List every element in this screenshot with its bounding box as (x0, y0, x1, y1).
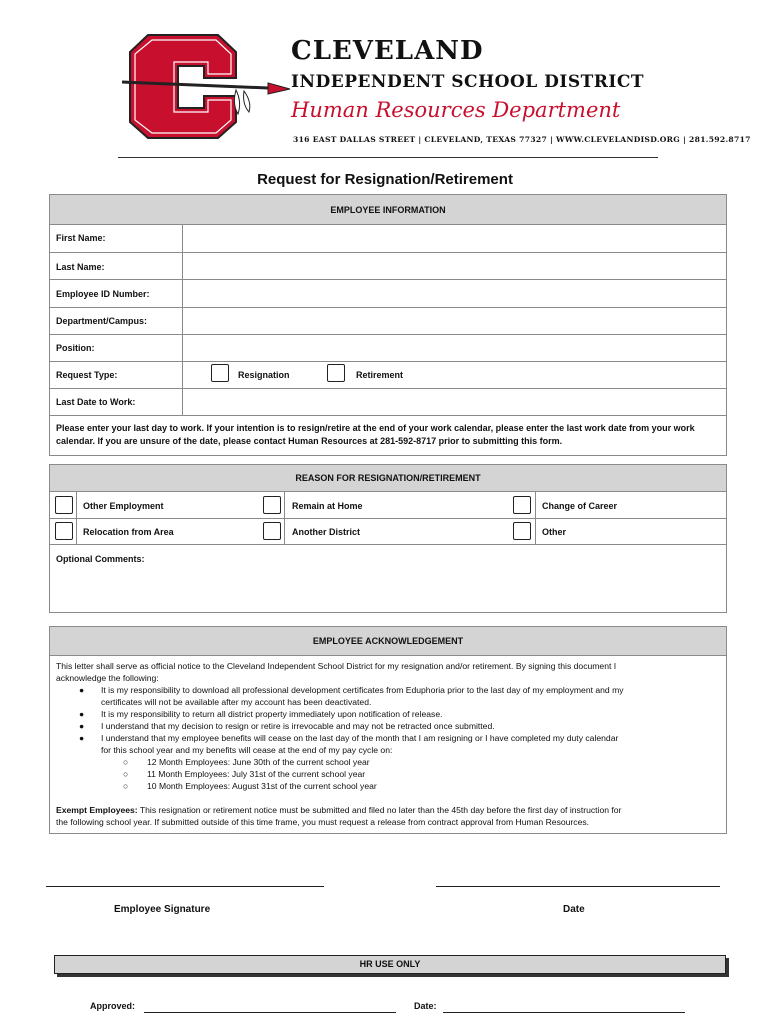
ack-bullet-4-line1: I understand that my employee benefits will cease on the last day of the month that I am resigning or I have completed my duty calendar (101, 733, 619, 743)
retirement-label: Retirement (356, 370, 404, 380)
hr-date-line[interactable] (443, 1012, 685, 1013)
ack-bullet-4-line2: for this school year and my benefits will cease at the end of my pay cycle on: (101, 745, 393, 755)
exempt-employees-line1: Exempt Employees: This resignation or retirement notice must be submitted and filed no later than the 45th day before the first day of instruction for (56, 805, 622, 815)
ack-bullet-1-line1: It is my responsibility to download all professional development certificates from Eduphoria prior to the last day of my employment and my (101, 685, 624, 695)
district-subtitle: INDEPENDENT SCHOOL DISTRICT (291, 72, 645, 92)
ack-sub-3: 10 Month Employees: August 31st of the current school year (147, 781, 377, 791)
employee-id-label: Employee ID Number: (56, 289, 150, 299)
employee-info-heading: EMPLOYEE INFORMATION (50, 195, 726, 225)
department-name: Human Resources Department (291, 98, 621, 122)
another-district-label: Another District (292, 527, 361, 537)
first-name-label: First Name: (56, 233, 106, 243)
district-address: 316 EAST DALLAS STREET | CLEVELAND, TEXAS 77327 | WWW.CLEVELANDISD.ORG | 281.592.8717 (293, 135, 751, 144)
last-date-note: Please enter your last day to work. If your intention is to resign/retire at the end of your work calendar, please enter the last work date from your work calendar. If you are unsure of the date, please contact Human Resources at 281-592-8717 prior to submitting this form. (56, 423, 695, 446)
ack-bullet-1-line2: certificates will not be available after my account has been deactivated. (101, 697, 372, 707)
other-reason-label: Other (542, 527, 567, 537)
district-logo (118, 30, 293, 145)
hr-date-label: Date: (414, 1001, 437, 1011)
position-field[interactable] (183, 335, 726, 361)
resignation-label: Resignation (238, 370, 290, 380)
other-employment-checkbox[interactable] (55, 496, 73, 514)
approved-line[interactable] (144, 1012, 396, 1013)
approved-label: Approved: (90, 1001, 135, 1011)
last-date-label: Last Date to Work: (56, 397, 136, 407)
request-type-label: Request Type: (56, 370, 118, 380)
signature-date-line[interactable] (436, 886, 720, 887)
bullet-icon: ● (79, 721, 85, 731)
exempt-employees-label: Exempt Employees: (56, 805, 138, 815)
header-divider (118, 157, 658, 158)
retirement-checkbox[interactable] (327, 364, 345, 382)
district-name: CLEVELAND (291, 36, 484, 66)
other-reason-checkbox[interactable] (513, 522, 531, 540)
optional-comments-field[interactable] (51, 565, 725, 611)
last-name-field[interactable] (183, 253, 726, 279)
department-campus-field[interactable] (183, 308, 726, 334)
other-employment-label: Other Employment (83, 501, 164, 511)
circle-bullet-icon: ○ (123, 769, 129, 779)
form-title: Request for Resignation/Retirement (257, 171, 513, 188)
employee-info-section (49, 194, 727, 456)
first-name-field[interactable] (183, 226, 726, 252)
position-label: Position: (56, 343, 95, 353)
exempt-employees-line2: the following school year. If submitted outside of this time frame, you must request a release from contract approval from Human Resources. (56, 817, 590, 827)
remain-at-home-label: Remain at Home (292, 501, 363, 511)
remain-at-home-checkbox[interactable] (263, 496, 281, 514)
circle-bullet-icon: ○ (123, 757, 129, 767)
reason-section (49, 464, 727, 613)
another-district-checkbox[interactable] (263, 522, 281, 540)
last-name-label: Last Name: (56, 262, 105, 272)
relocation-checkbox[interactable] (55, 522, 73, 540)
ack-sub-1: 12 Month Employees: June 30th of the current school year (147, 757, 370, 767)
signature-date-label: Date (563, 904, 585, 915)
department-campus-label: Department/Campus: (56, 316, 148, 326)
last-date-field[interactable] (183, 389, 726, 415)
bullet-icon: ● (79, 709, 85, 719)
ack-bullet-2: It is my responsibility to return all district property immediately upon notification of release. (101, 709, 443, 719)
ack-intro-line2: acknowledge the following: (56, 673, 159, 683)
reason-heading: REASON FOR RESIGNATION/RETIREMENT (50, 465, 726, 492)
hr-use-heading: HR USE ONLY (54, 955, 726, 974)
circle-bullet-icon: ○ (123, 781, 129, 791)
employee-id-field[interactable] (183, 280, 726, 307)
optional-comments-label: Optional Comments: (56, 554, 145, 564)
employee-signature-line[interactable] (46, 886, 324, 887)
bullet-icon: ● (79, 733, 85, 743)
resignation-checkbox[interactable] (211, 364, 229, 382)
change-of-career-checkbox[interactable] (513, 496, 531, 514)
acknowledgement-heading: EMPLOYEE ACKNOWLEDGEMENT (50, 627, 726, 656)
bullet-icon: ● (79, 685, 85, 695)
change-of-career-label: Change of Career (542, 501, 618, 511)
ack-bullet-3: I understand that my decision to resign or retire is irrevocable and may not be retracted once submitted. (101, 721, 495, 731)
ack-sub-2: 11 Month Employees: July 31st of the current school year (147, 769, 366, 779)
relocation-label: Relocation from Area (83, 527, 174, 537)
ack-intro-line1: This letter shall serve as official notice to the Cleveland Independent School District for my resignation and/or retirement. By signing this document I (56, 661, 617, 671)
employee-signature-label: Employee Signature (114, 904, 211, 915)
